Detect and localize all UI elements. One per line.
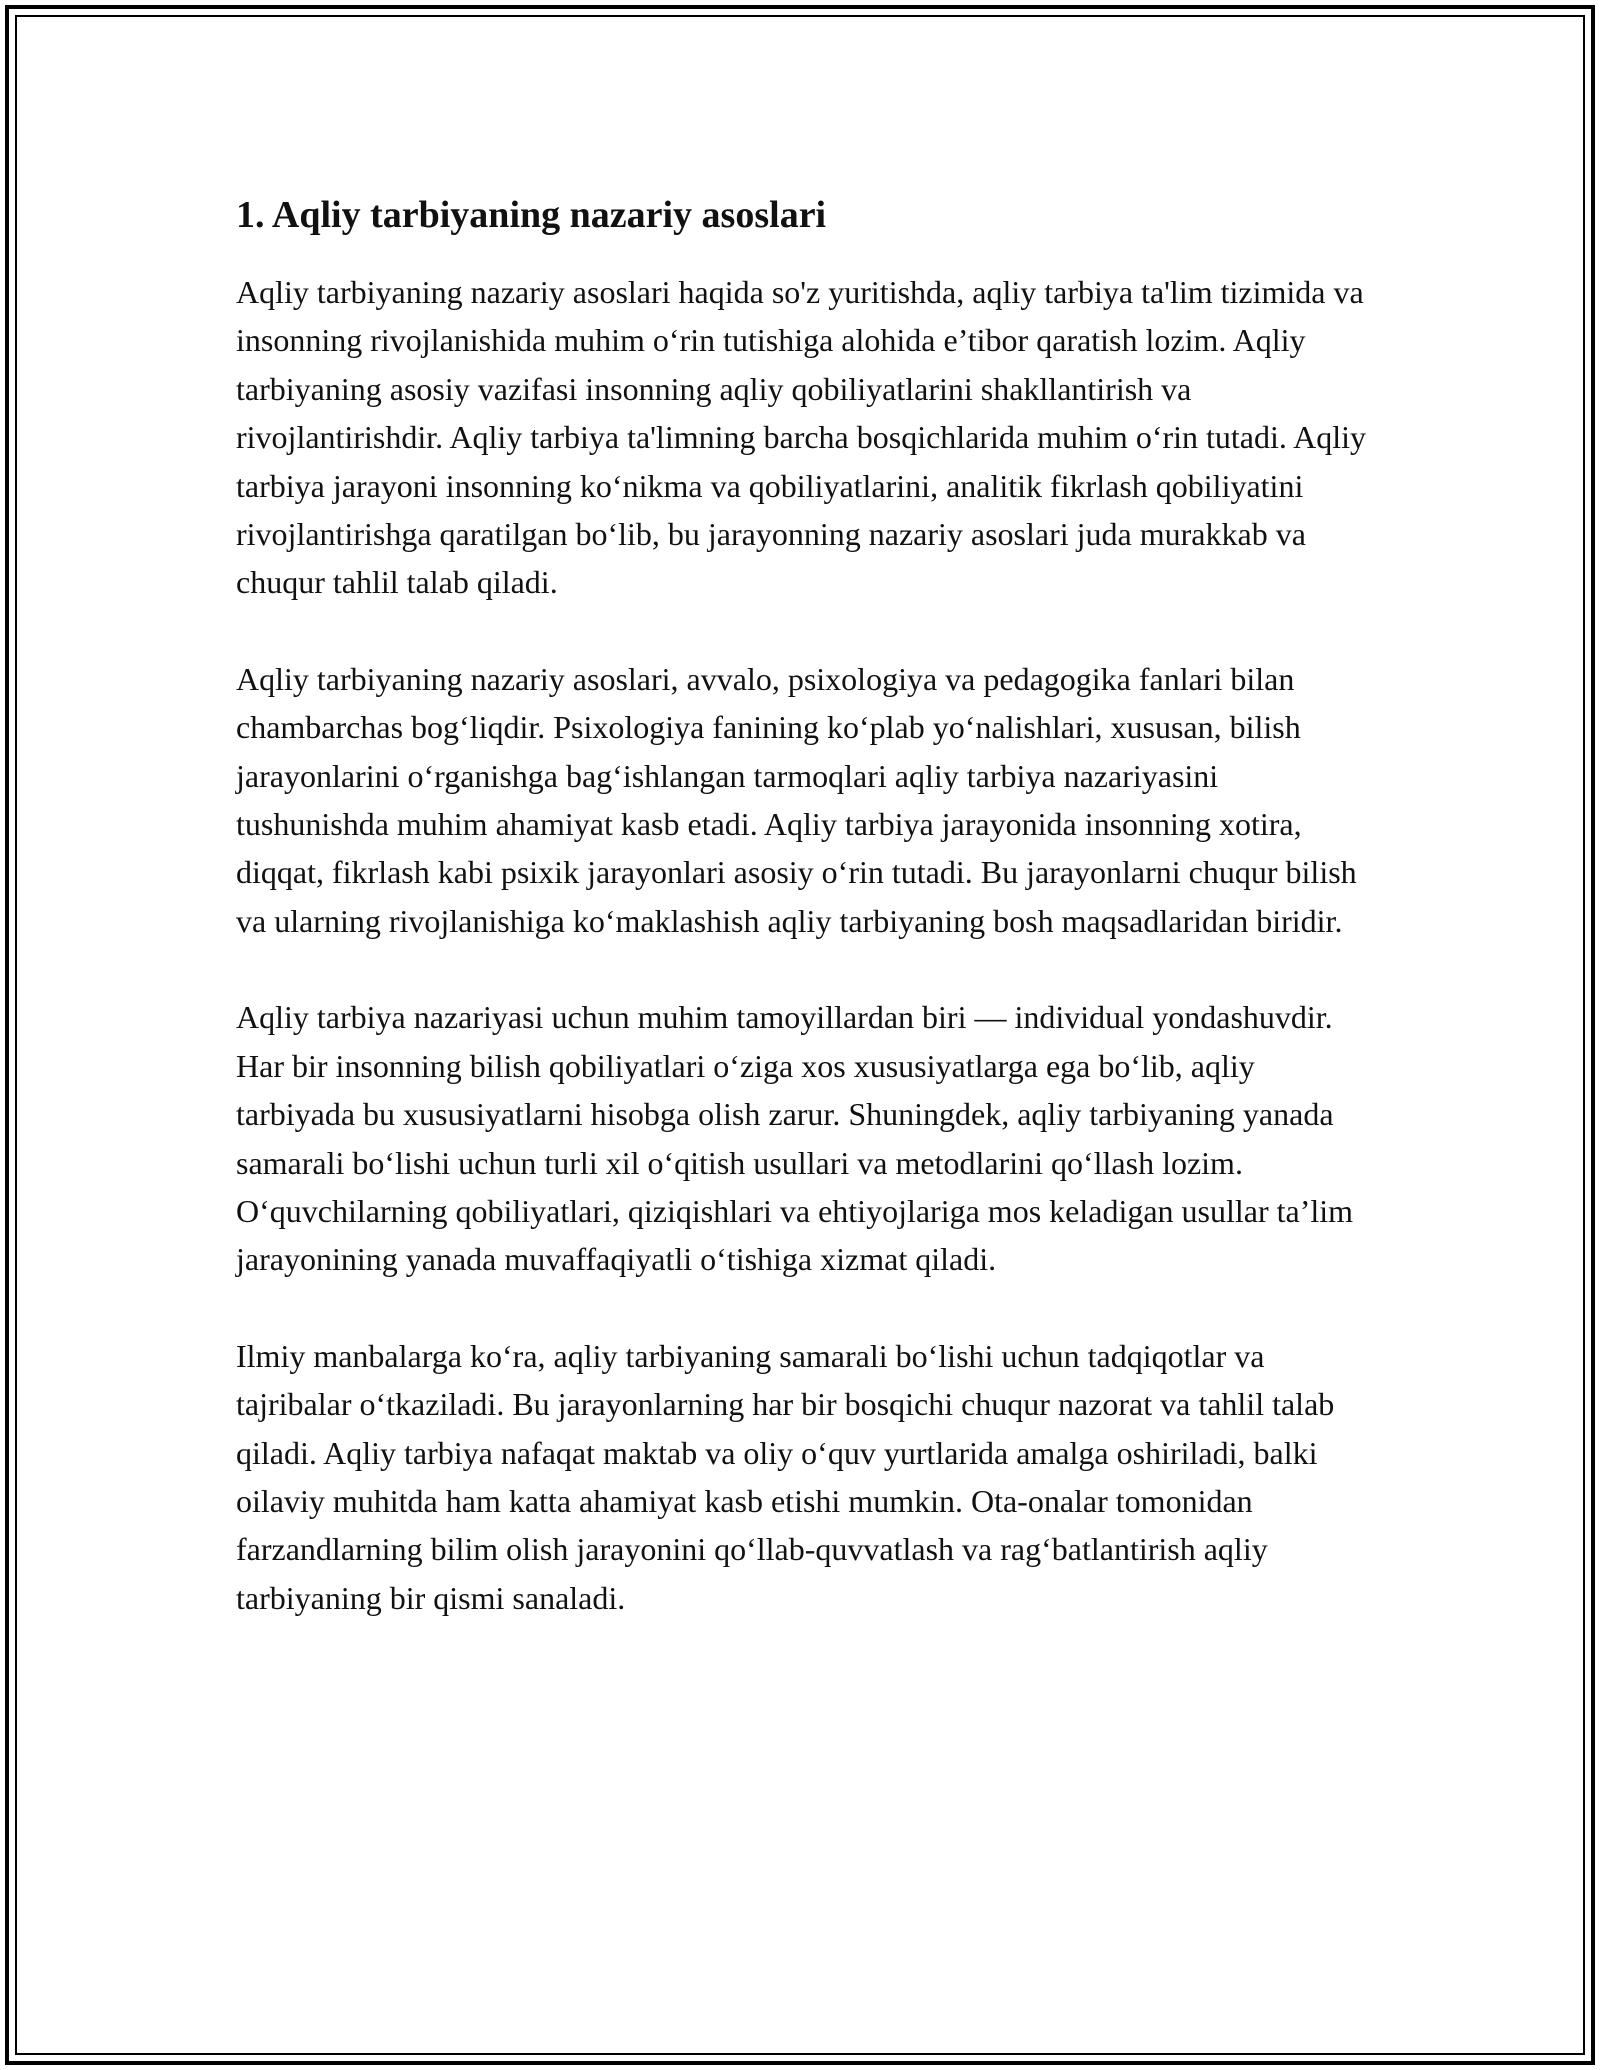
document-content xyxy=(236,186,1366,1622)
section-heading: 1. Aqliy tarbiyaning nazariy asoslari xyxy=(236,194,827,236)
paragraph-2: Aqliy tarbiyaning nazariy asoslari, avvalo, psixologiya va pedagogika fanlari bilan chambarchas bog‘liqdir. Psixologiya fanining ko‘plab yo‘nalishlari, xususan, bilish jarayonlarini o‘rganishga bag‘ishlangan tarmoqlari aqliy tarbiya nazariyasini tushunishda muhim ahamiyat kasb etadi. Aqliy tarbiya jarayonida insonning xotira, diqqat, fikrlash kabi psixik jarayonlari asosiy o‘rin tutadi. Bu jarayonlarni chuqur bilish va ularning rivojlanishiga ko‘maklashish aqliy tarbiyaning bosh maqsadlaridan biridir. xyxy=(236,660,1357,939)
paragraph-1: Aqliy tarbiyaning nazariy asoslari haqida so'z yuritishda, aqliy tarbiya ta'lim tizimida va insonning rivojlanishida muhim o‘rin tutishiga alohida e’tibor qaratish lozim. Aqliy tarbiyaning asosiy vazifasi insonning aqliy qobiliyatlarini shakllantirish va rivojlantirishdir. Aqliy tarbiya ta'limning barcha bosqichlarida muhim o‘rin tutadi. Aqliy tarbiya jarayoni insonning ko‘nikma va qobiliyatlarini, analitik fikrlash qobiliyatini rivojlantirishga qaratilgan bo‘lib, bu jarayonning nazariy asoslari juda murakkab va chuqur tahlil talab qiladi. xyxy=(236,274,1367,601)
paragraph-4: Ilmiy manbalarga ko‘ra, aqliy tarbiyaning samarali bo‘lishi uchun tadqiqotlar va tajribalar o‘tkaziladi. Bu jarayonlarning har bir bosqichi chuqur nazorat va tahlil talab qiladi. Aqliy tarbiya nafaqat maktab va oliy o‘quv yurtlarida amalga oshiriladi, balki oilaviy muhitda ham katta ahamiyat kasb etishi mumkin. Ota-onalar tomonidan farzandlarning bilim olish jarayonini qo‘llab-quvvatlash va rag‘batlantirish aqliy tarbiyaning bir qismi sanaladi. xyxy=(236,1337,1335,1616)
paragraph-3: Aqliy tarbiya nazariyasi uchun muhim tamoyillardan biri — individual yondashuvdir. Har bir insonning bilish qobiliyatlari o‘ziga xos xususiyatlarga ega bo‘lib, aqliy tarbiyada bu xususiyatlarni hisobga olish zarur. Shuningdek, aqliy tarbiyaning yanada samarali bo‘lishi uchun turli xil o‘qitish usullari va metodlarini qo‘llash lozim. O‘quvchilarning qobiliyatlari, qiziqishlari va ehtiyojlariga mos keladigan usullar ta’lim jarayonining yanada muvaffaqiyatli o‘tishiga xizmat qiladi. xyxy=(236,999,1354,1278)
